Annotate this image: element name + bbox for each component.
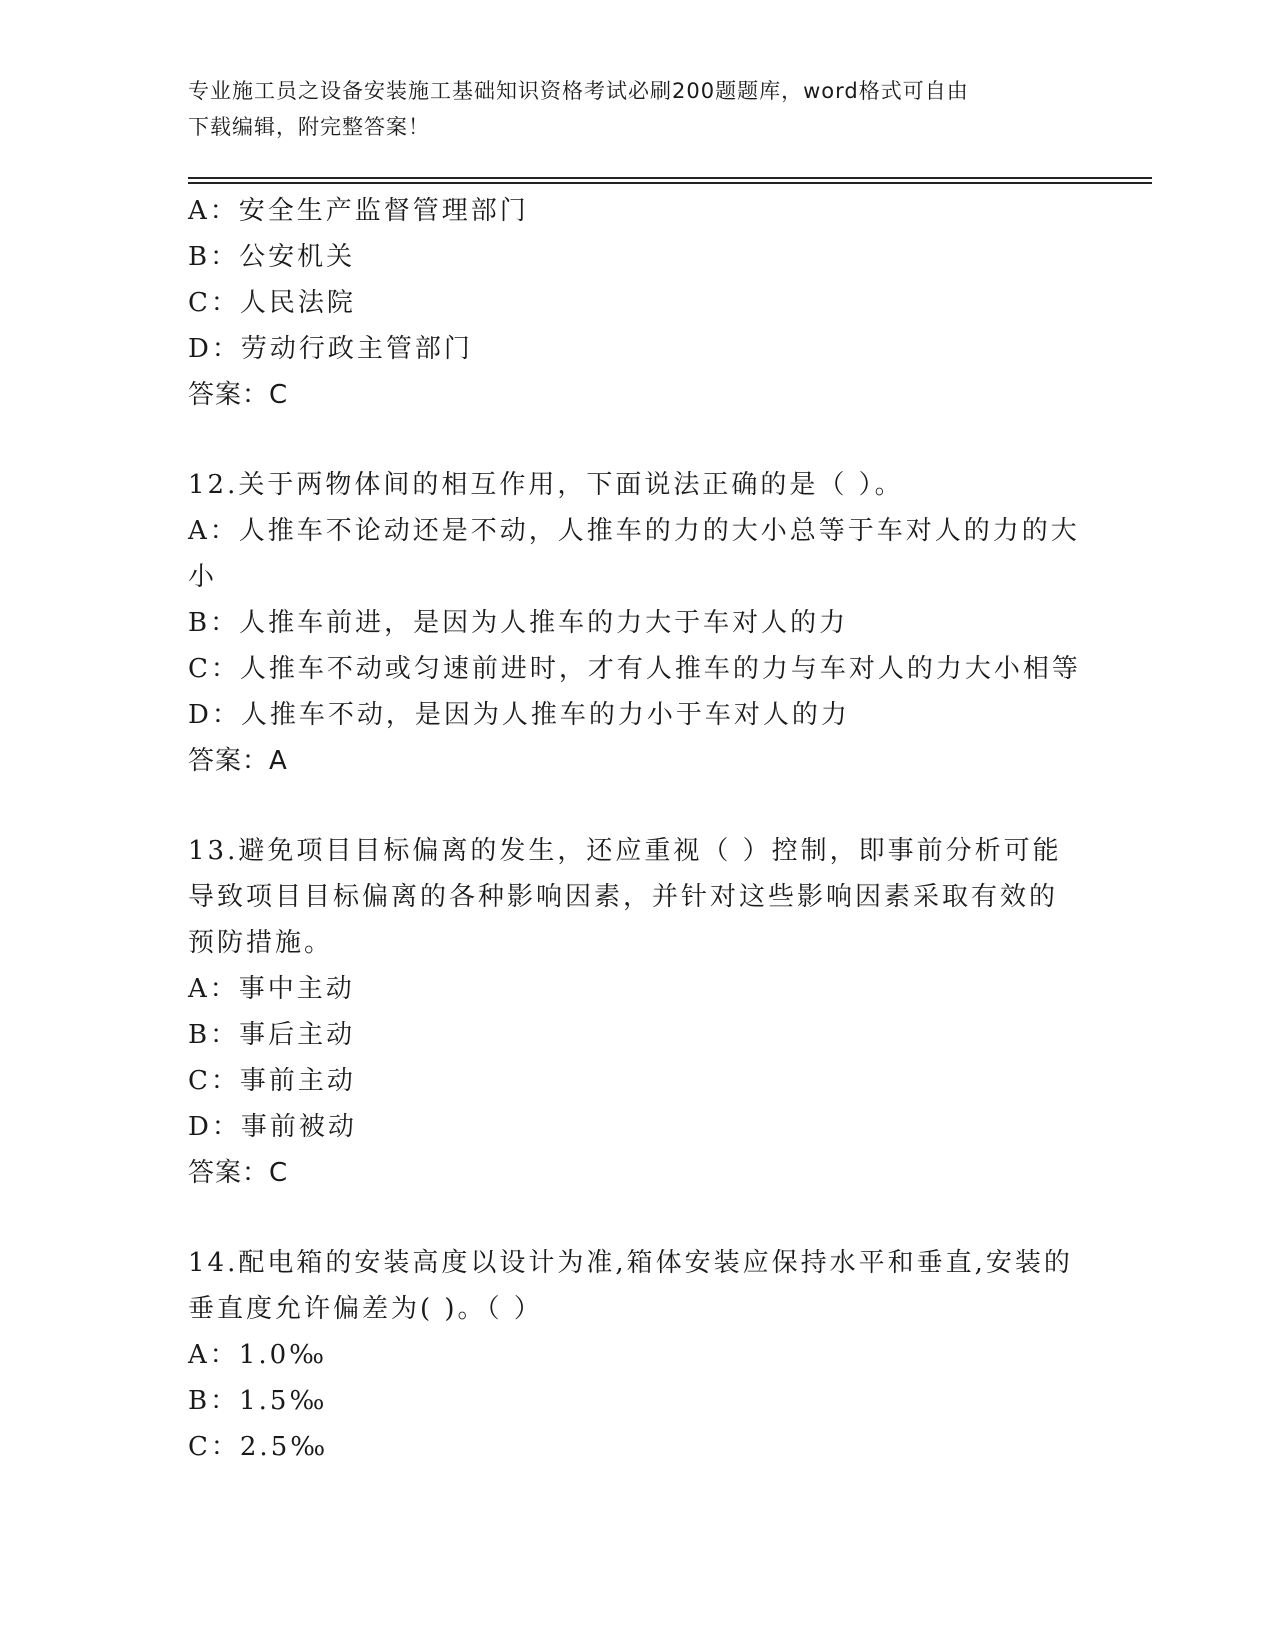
header-divider-bottom [188,182,1152,184]
question-stem-line-2: 垂直度允许偏差为( )。（ ） [188,1294,543,1324]
option-c: C：人民法院 [188,288,356,318]
question-stem-line-2: 导致项目目标偏离的各种影响因素，并针对这些影响因素采取有效的 [188,882,1059,912]
answer-line: 答案：C [188,380,289,410]
question-stem: 12.关于两物体间的相互作用，下面说法正确的是（ ）。 [188,470,904,500]
option-c: C：人推车不动或匀速前进时，才有人推车的力与车对人的力大小相等 [188,654,1081,684]
option-a: A：1.0‰ [188,1340,328,1370]
option-d: D：劳动行政主管部门 [188,334,473,364]
option-d: D：事前被动 [188,1112,357,1142]
option-d: D：人推车不动，是因为人推车的力小于车对人的力 [188,700,850,730]
option-b: B：人推车前进，是因为人推车的力大于车对人的力 [188,608,849,638]
option-b: B：1.5‰ [188,1386,328,1416]
option-c: C：事前主动 [188,1066,356,1096]
header-divider-top [188,177,1152,179]
option-b: B：公安机关 [188,242,356,272]
question-11 [188,188,1078,418]
question-stem-line-3: 预防措施。 [188,928,334,958]
question-stem-line-1: 14.配电箱的安装高度以设计为准,箱体安装应保持水平和垂直,安装的 [188,1248,1073,1278]
question-content [188,188,1081,1470]
option-a-continued: 小 [188,562,218,592]
question-14 [188,1240,1078,1470]
header-title-line-1: 专业施工员之设备安装施工基础知识资格考试必刷200题题库，word格式可自由 [188,79,969,103]
option-a: A：事中主动 [188,974,355,1004]
option-b: B：事后主动 [188,1020,356,1050]
option-a: A：人推车不论动还是不动，人推车的力的大小总等于车对人的力的大 [188,516,1080,546]
document-header [188,73,1068,145]
option-c: C：2.5‰ [188,1432,329,1462]
question-13 [188,828,1078,1196]
header-title-line-2: 下载编辑，附完整答案！ [188,115,430,139]
answer-line: 答案：C [188,1158,289,1188]
question-stem-line-1: 13.避免项目目标偏离的发生，还应重视（ ）控制，即事前分析可能 [188,836,1062,866]
answer-line: 答案：A [188,746,288,776]
option-a: A：安全生产监督管理部门 [188,196,529,226]
question-12 [188,462,1081,784]
